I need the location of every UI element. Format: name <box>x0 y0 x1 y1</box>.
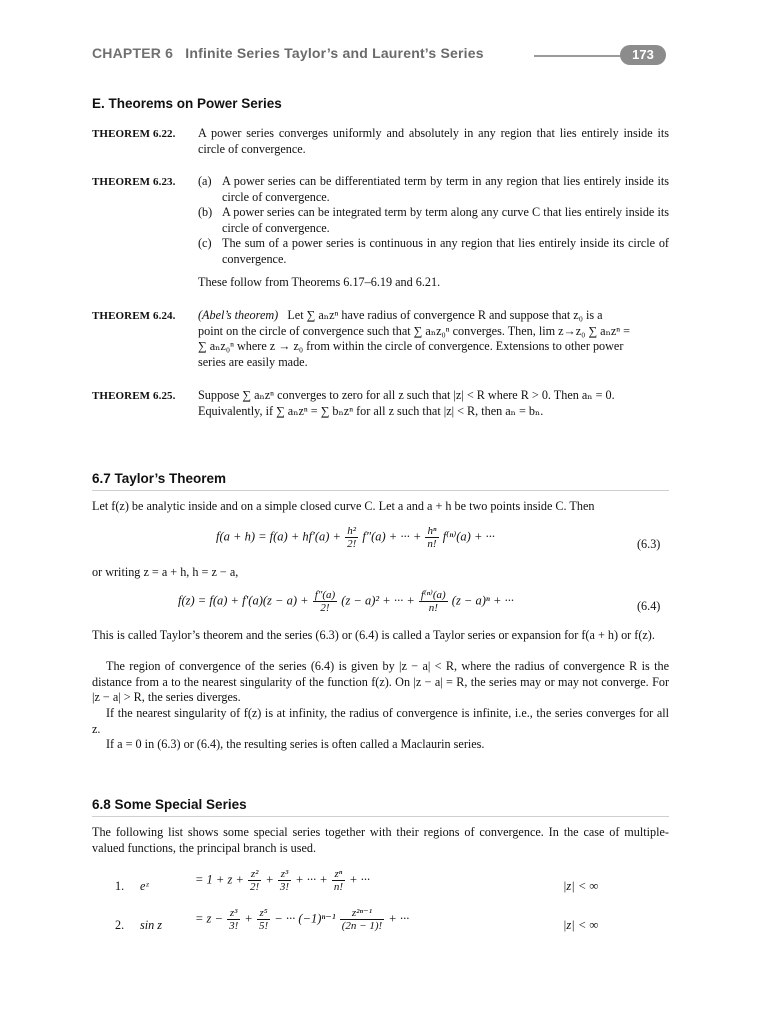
taylor-intro: Let f(z) be analytic inside and on a simple closed curve C. Let a and a + h be two points inside C. Then <box>92 499 595 513</box>
fraction: $\frac{\text{z⁵}}{5!}$ <box>258 907 269 932</box>
equation-6-4: f(z) = f(a) + f′(a)(z − a) + $\frac{f''(a)}{2!}$ (z − a)² + ··· + $\frac{\text{f⁽ⁿ⁾(a)}}{n!}$ (z − a)ⁿ + ··· <box>178 589 514 614</box>
running-header <box>92 45 484 61</box>
taylor-paragraph-2: The region of convergence of the series (6.4) is given by |z − a| < R, where the radius of convergence R is the distance from a to the nearest singularity of the function f(z). On |z − a| = R, the series may or may not converge. For |z − a| > R, the series diverges. <box>92 659 669 704</box>
series-region: |z| < ∞ <box>563 918 599 932</box>
section-e-heading: E. Theorems on Power Series <box>92 96 282 111</box>
theorem-6-24-text: (Abel’s theorem) Let ∑ aₙzⁿ have radius of convergence R and suppose that z₀ is a point on the circle of convergence such that ∑ aₙz₀ⁿ converges. Then, lim z→z₀ ∑ aₙzⁿ = ∑ aₙz₀ⁿ where z → z₀ from within the circle of convergence. Extensions to other power series are easily made. <box>198 308 631 369</box>
section-rule <box>92 816 669 817</box>
taylor-paragraph-1: This is called Taylor’s theorem and the series (6.3) or (6.4) is called a Taylor series or expansion for f(a + h) or f(z). <box>92 628 655 642</box>
page-number-badge: 173 <box>620 45 666 65</box>
series-1-expansion: = 1 + z + $\frac{\text{z²}}{2!}$ + $\frac{\text{z³}}{3!}$ + ··· + $\frac{\text{zⁿ}}{n!}$ + ··· <box>195 868 371 893</box>
taylor-paragraph-3: If the nearest singularity of f(z) is at infinity, the radius of convergence is infinite, i.e., the series converges for all z. <box>92 706 669 736</box>
chapter-title: Infinite Series Taylor’s and Laurent’s Series <box>185 45 484 61</box>
fraction: $\frac{\text{z³}}{3!}$ <box>229 907 239 932</box>
fraction: $\frac{\text{h²}}{2!}$ <box>347 525 357 550</box>
or-writing-text: or writing z = a + h, h = z − a, <box>92 565 239 579</box>
theorem-6-23-label: THEOREM 6.23. <box>92 176 176 188</box>
special-series-intro: The following list shows some special series together with their regions of convergence. In the case of multiple-valued functions, the principal branch is used. <box>92 825 669 855</box>
theorem-6-25-label: THEOREM 6.25. <box>92 390 176 402</box>
series-function: sin z <box>140 918 163 932</box>
series-region: |z| < ∞ <box>563 879 599 893</box>
series-2-expansion: = z − $\frac{\text{z³}}{3!}$ + $\frac{\text{z⁵}}{5!}$ − ··· (−1)ⁿ⁻¹ $\frac{\text{z²ⁿ⁻¹}}{(2n - 1)!}$ + ··· <box>195 907 410 932</box>
theorem-6-24-label: THEOREM 6.24. <box>92 310 176 322</box>
chapter-label: CHAPTER 6 <box>92 45 174 61</box>
theorem-6-22-text: A power series converges uniformly and absolutely in any region that lies entirely inside its circle of convergence. <box>198 126 669 156</box>
fraction: $\frac{\text{z²}}{2!}$ <box>250 868 260 893</box>
fraction: $\frac{\text{z³}}{3!}$ <box>279 868 290 893</box>
list-item: (c) The sum of a power series is continuous in any region that lies entirely inside its circle of convergence. <box>198 236 669 266</box>
series-number: 1. <box>115 879 125 893</box>
fraction: $\frac{\text{z²ⁿ⁻¹}}{(2n - 1)!}$ <box>341 907 383 932</box>
equation-6-3: f(a + h) = f(a) + hf′(a) + $\frac{\text{h²}}{2!}$ f″(a) + ··· + $\frac{\text{hⁿ}}{n!}$ f⁽ⁿ⁾(a) + ··· <box>216 525 495 550</box>
taylor-paragraph-4: If a = 0 in (6.3) or (6.4), the resulting series is often called a Maclaurin series. <box>106 737 485 751</box>
theorem-6-22-label: THEOREM 6.22. <box>92 128 176 140</box>
series-number: 2. <box>115 918 125 932</box>
series-function: eᶻ <box>140 879 149 893</box>
fraction: $\frac{\text{hⁿ}}{n!}$ <box>427 525 437 550</box>
section-rule <box>92 490 669 491</box>
list-item: (a) A power series can be differentiated term by term in any region that lies entirely inside its circle of convergence. <box>198 174 669 204</box>
fraction: $\frac{\text{f⁽ⁿ⁾(a)}}{n!}$ <box>420 589 446 614</box>
equation-number-6-3: (6.3) <box>637 537 661 551</box>
abel-theorem-name: (Abel’s theorem) <box>198 308 279 322</box>
section-6-8-heading: 6.8 Some Special Series <box>92 797 247 812</box>
theorem-6-25-text: Suppose ∑ aₙzⁿ converges to zero for all z such that |z| < R where R > 0. Then aₙ = 0. Equivalently, if ∑ aₙzⁿ = ∑ bₙzⁿ for all z such that |z| < R, then aₙ = bₙ. <box>198 388 615 418</box>
fraction: $\frac{\text{zⁿ}}{n!}$ <box>333 868 343 893</box>
theorem-6-23-note: These follow from Theorems 6.17–6.19 and 6.21. <box>198 275 441 289</box>
fraction: $\frac{f''(a)}{2!}$ <box>314 589 336 614</box>
equation-number-6-4: (6.4) <box>637 599 661 613</box>
theorem-6-23-list <box>198 174 669 267</box>
list-item: (b) A power series can be integrated term by term along any curve C that lies entirely inside its circle of convergence. <box>198 205 669 235</box>
header-rule <box>534 55 624 57</box>
section-6-7-heading: 6.7 Taylor’s Theorem <box>92 471 227 486</box>
